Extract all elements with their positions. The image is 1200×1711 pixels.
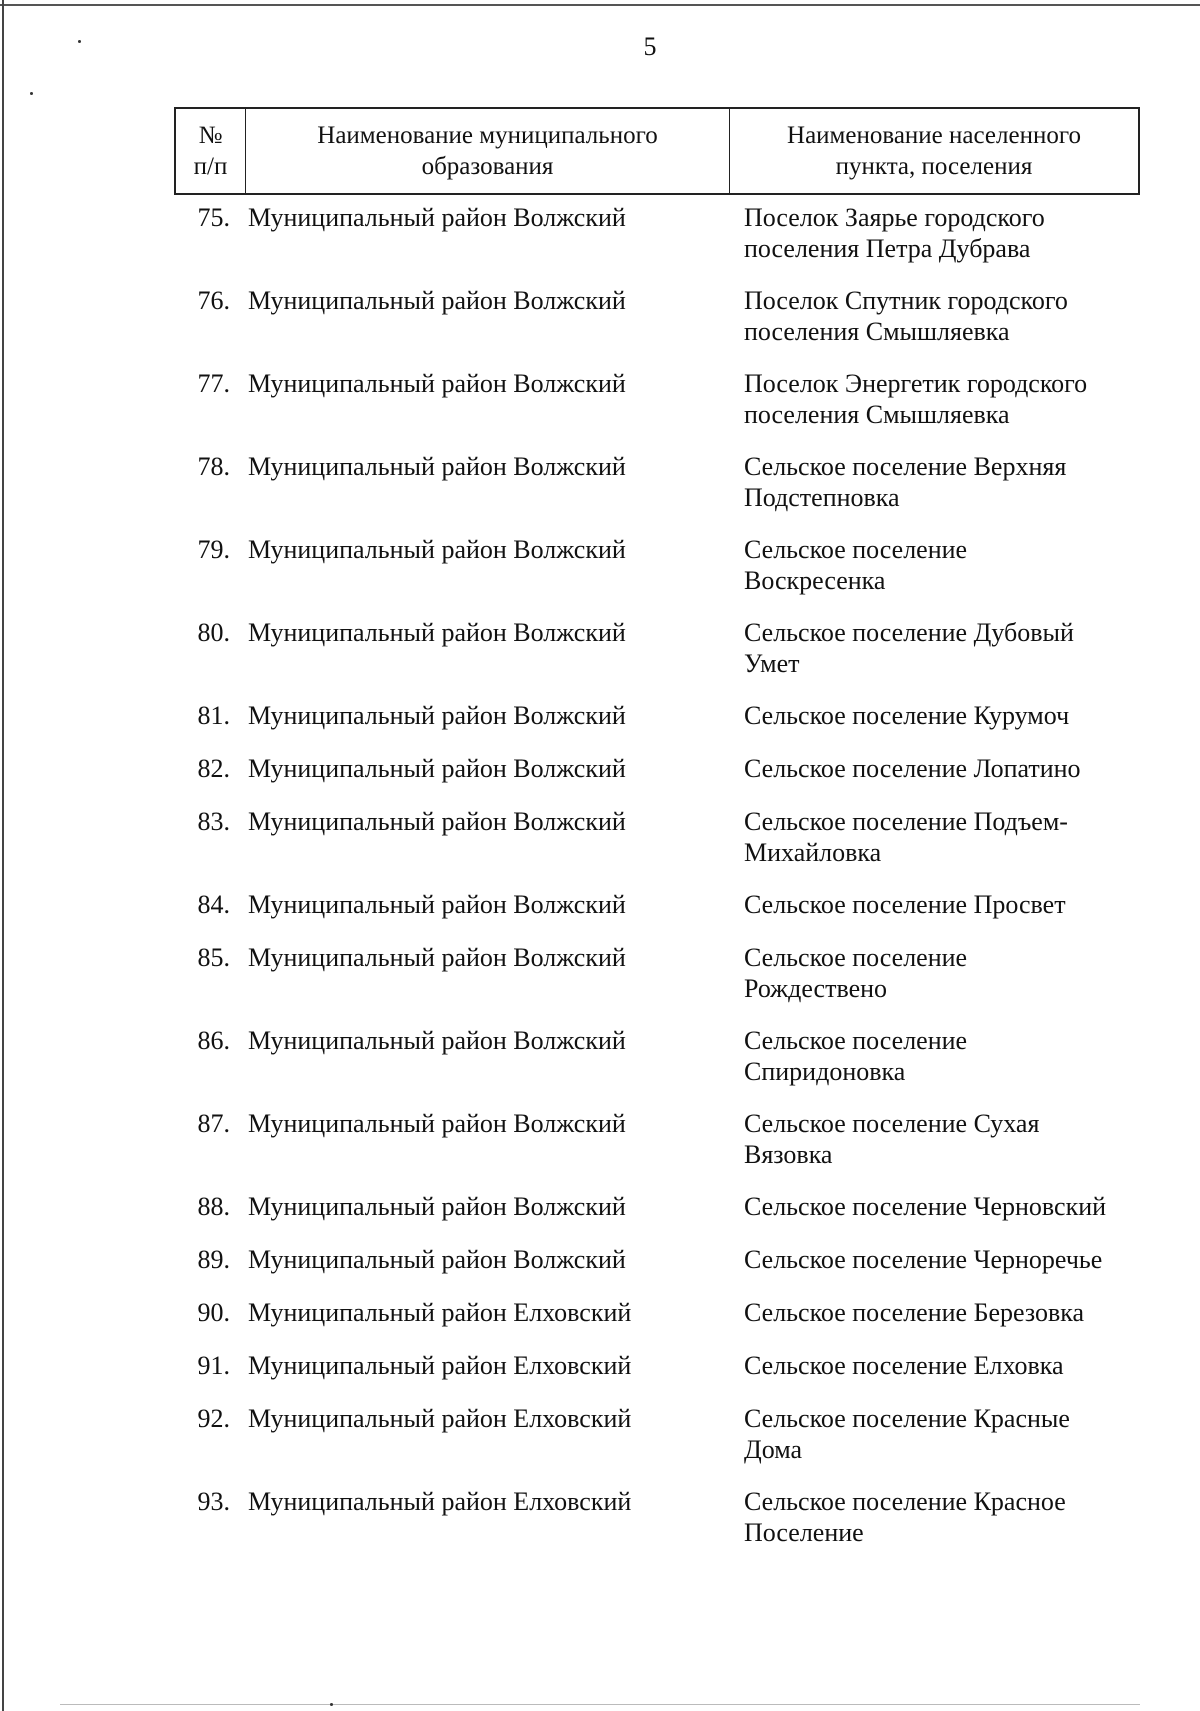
row-municipality: Муниципальный район Волжский bbox=[248, 701, 626, 730]
table-body bbox=[174, 202, 1140, 1569]
header-municipality: Наименование муниципального образования bbox=[246, 109, 730, 193]
table-row bbox=[174, 534, 1140, 617]
row-municipality: Муниципальный район Елховский bbox=[248, 1487, 632, 1516]
page-number: 5 bbox=[643, 32, 657, 61]
row-settlement: Сельское поселение Спиридоновка bbox=[744, 1026, 968, 1086]
table-row bbox=[174, 617, 1140, 700]
row-municipality: Муниципальный район Волжский bbox=[248, 1109, 626, 1138]
row-municipality: Муниципальный район Волжский bbox=[248, 943, 626, 972]
row-municipality: Муниципальный район Елховский bbox=[248, 1404, 632, 1433]
table-row bbox=[174, 889, 1140, 942]
row-settlement: Сельское поселение Воскресенка bbox=[744, 535, 968, 595]
row-number: 83. bbox=[197, 807, 230, 836]
table-row bbox=[174, 1403, 1140, 1486]
row-municipality: Муниципальный район Волжский bbox=[248, 807, 626, 836]
table-row bbox=[174, 202, 1140, 285]
table-header bbox=[174, 107, 1140, 195]
row-settlement: Поселок Энергетик городского поселения Смышляевка bbox=[744, 369, 1088, 429]
row-number: 86. bbox=[197, 1026, 230, 1055]
scan-border-bottom bbox=[60, 1704, 1140, 1705]
table-row bbox=[174, 753, 1140, 806]
row-municipality: Муниципальный район Волжский bbox=[248, 369, 626, 398]
row-number: 80. bbox=[197, 618, 230, 647]
row-municipality: Муниципальный район Елховский bbox=[248, 1351, 632, 1380]
row-number: 89. bbox=[197, 1245, 230, 1274]
table-row bbox=[174, 451, 1140, 534]
table-row bbox=[174, 285, 1140, 368]
row-municipality: Муниципальный район Волжский bbox=[248, 535, 626, 564]
row-number: 91. bbox=[197, 1351, 230, 1380]
row-municipality: Муниципальный район Волжский bbox=[248, 754, 626, 783]
row-number: 78. bbox=[197, 452, 230, 481]
row-number: 82. bbox=[197, 754, 230, 783]
row-settlement: Сельское поселение Подъем- Михайловка bbox=[744, 807, 1068, 867]
row-number: 84. bbox=[197, 890, 230, 919]
scan-border-left bbox=[2, 0, 4, 1711]
table-row bbox=[174, 1297, 1140, 1350]
row-settlement: Сельское поселение Елховка bbox=[744, 1351, 1064, 1380]
row-settlement: Сельское поселение Красное Поселение bbox=[744, 1487, 1066, 1547]
row-settlement: Сельское поселение Красные Дома bbox=[744, 1404, 1070, 1464]
row-settlement: Сельское поселение Дубовый Умет bbox=[744, 618, 1074, 678]
row-number: 90. bbox=[197, 1298, 230, 1327]
table-row bbox=[174, 1486, 1140, 1569]
row-settlement: Сельское поселение Курумоч bbox=[744, 701, 1070, 730]
row-settlement: Сельское поселение Просвет bbox=[744, 890, 1066, 919]
row-municipality: Муниципальный район Волжский bbox=[248, 890, 626, 919]
row-number: 93. bbox=[197, 1487, 230, 1516]
table-row bbox=[174, 1025, 1140, 1108]
row-number: 81. bbox=[197, 701, 230, 730]
row-municipality: Муниципальный район Волжский bbox=[248, 452, 626, 481]
row-municipality: Муниципальный район Волжский bbox=[248, 618, 626, 647]
row-settlement: Сельское поселение Черноречье bbox=[744, 1245, 1103, 1274]
table-row bbox=[174, 1244, 1140, 1297]
row-number: 85. bbox=[197, 943, 230, 972]
row-municipality: Муниципальный район Волжский bbox=[248, 203, 626, 232]
row-settlement: Сельское поселение Сухая Вязовка bbox=[744, 1109, 1040, 1169]
row-municipality: Муниципальный район Волжский bbox=[248, 1192, 626, 1221]
scan-speck bbox=[30, 92, 33, 95]
row-number: 92. bbox=[197, 1404, 230, 1433]
row-settlement: Поселок Спутник городского поселения Смышляевка bbox=[744, 286, 1068, 346]
table-row bbox=[174, 368, 1140, 451]
row-settlement: Сельское поселение Черновский bbox=[744, 1192, 1107, 1221]
scan-speck bbox=[330, 1703, 333, 1706]
row-number: 76. bbox=[197, 286, 230, 315]
row-municipality: Муниципальный район Волжский bbox=[248, 286, 626, 315]
table-row bbox=[174, 1350, 1140, 1403]
row-number: 88. bbox=[197, 1192, 230, 1221]
header-number: № п/п bbox=[176, 109, 246, 193]
table-row bbox=[174, 942, 1140, 1025]
row-settlement: Сельское поселение Березовка bbox=[744, 1298, 1085, 1327]
row-municipality: Муниципальный район Елховский bbox=[248, 1298, 632, 1327]
header-settlement: Наименование населенного пункта, поселения bbox=[787, 122, 1081, 180]
row-number: 77. bbox=[197, 369, 230, 398]
row-settlement: Сельское поселение Лопатино bbox=[744, 754, 1081, 783]
row-settlement: Поселок Заярье городского поселения Петра Дубрава bbox=[744, 203, 1045, 263]
table-row bbox=[174, 806, 1140, 889]
table-row bbox=[174, 1108, 1140, 1191]
table-row bbox=[174, 700, 1140, 753]
row-number: 79. bbox=[197, 535, 230, 564]
row-settlement: Сельское поселение Рождествено bbox=[744, 943, 968, 1003]
table-row bbox=[174, 1191, 1140, 1244]
row-number: 87. bbox=[197, 1109, 230, 1138]
row-settlement: Сельское поселение Верхняя Подстепновка bbox=[744, 452, 1067, 512]
scan-border-top bbox=[0, 4, 1200, 6]
row-number: 75. bbox=[197, 203, 230, 232]
row-municipality: Муниципальный район Волжский bbox=[248, 1026, 626, 1055]
row-municipality: Муниципальный район Волжский bbox=[248, 1245, 626, 1274]
